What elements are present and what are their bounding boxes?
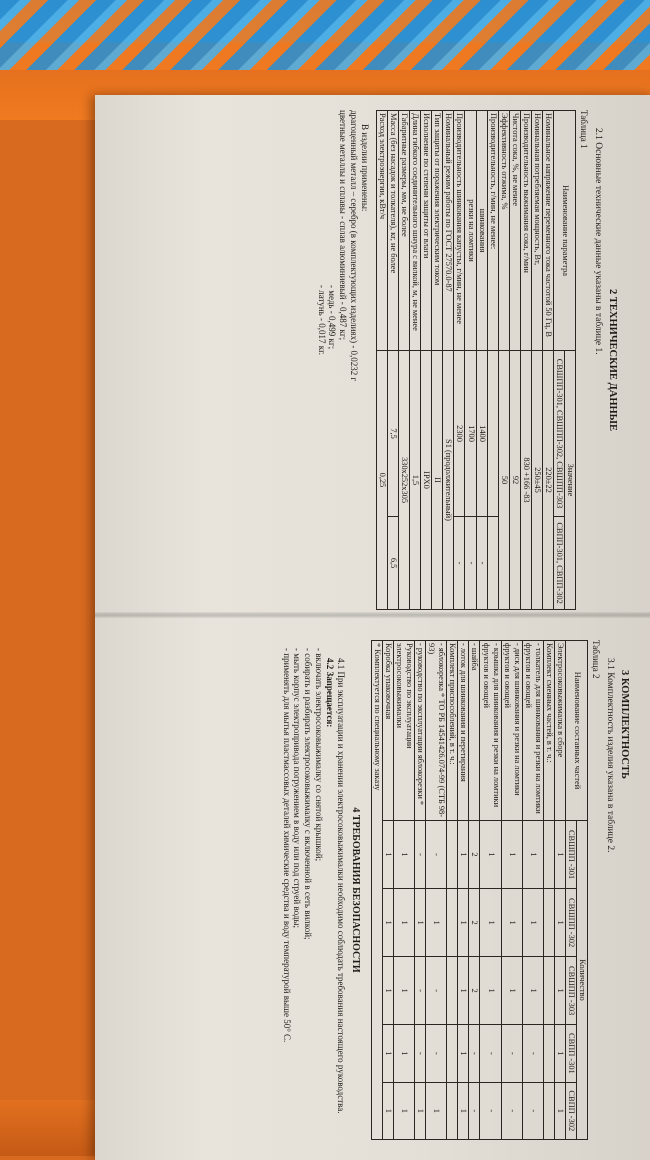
cell-quantity: 1 [382, 889, 393, 957]
table-2-header-name: Наименование составных частей [566, 641, 588, 821]
safety-item: - собирать и разбирать электросоковыжималку с включенной в сеть вилкой; [303, 648, 314, 940]
cell-quantity: 1 [458, 1082, 469, 1139]
cell-quantity: 1 [382, 1025, 393, 1082]
table-2-model: СВШПП -301 [566, 821, 577, 889]
cell-quantity: - [414, 957, 425, 1025]
table-row [382, 641, 393, 1140]
table-2-header-qty: Количество [577, 821, 588, 1140]
table-row [469, 641, 480, 1140]
note-title: В изделии применены: [359, 124, 370, 212]
table-2-label: Таблица 2 [591, 640, 602, 679]
cell-quantity: 1 [393, 1025, 414, 1082]
cell-quantity: - [522, 1025, 543, 1082]
table-row [487, 111, 498, 610]
note-line: - медь - 0,499 кг; [327, 285, 338, 350]
cell-quantity [447, 821, 458, 889]
cell-quantity: 1 [522, 889, 543, 957]
safety-item: - включать электросоковыжималку со снятой крышкой; [314, 648, 325, 862]
cell-quantity: 1 [414, 889, 425, 957]
cell-value: 92 [509, 351, 520, 610]
cell-quantity: 1 [554, 1082, 565, 1139]
safety-paragraph-2: 4.2 Запрещается: [324, 658, 335, 728]
section-4-heading: 4 ТРЕБОВАНИЯ БЕЗОПАСНОСТИ [349, 807, 361, 973]
cell-quantity: - [426, 1025, 447, 1082]
table-2 [371, 640, 589, 1140]
table-2-model: СВПП -301 [566, 1025, 577, 1082]
cell-quantity: - [469, 1025, 480, 1082]
cell-quantity: 2 [469, 957, 480, 1025]
cell-param: Чистота сока, %, не менее [509, 111, 520, 351]
cell-part-name: Коробка упаковочная [382, 641, 393, 821]
cell-quantity [447, 1025, 458, 1082]
cell-quantity: 1 [480, 821, 501, 889]
materials-note [316, 110, 370, 610]
cell-param: Исполнение по степени защиты от влаги [421, 111, 432, 351]
cell-part-name: - лоток для шинкования и перетирания [458, 641, 469, 821]
cell-param: резки на ломтики [465, 111, 476, 351]
cell-quantity: - [480, 1082, 501, 1139]
table-2-model: СВШПП -303 [566, 957, 577, 1025]
cell-value: 7,5 [387, 351, 398, 517]
section-2-intro: 2.1 Основные технические данные указаны в таблице 1. [593, 128, 604, 355]
cell-part-name: - руководство по эксплуатации яблокорезки * [414, 641, 425, 821]
cell-param: Тип защиты от поражения электрическим током [432, 111, 443, 351]
cell-quantity: - [501, 1082, 522, 1139]
cell-value: 2300 [454, 351, 465, 517]
table-row [498, 111, 509, 610]
cell-param: шинкования [476, 111, 487, 351]
table-row [376, 111, 387, 610]
cell-param: Эффективность отжима, % [498, 111, 509, 351]
section-3-intro: 3.1 Комплектность изделия указана в таблице 2. [605, 658, 616, 853]
table-row [531, 111, 542, 610]
cell-param: Габаритные размеры, мм, не более [398, 111, 409, 351]
cell-quantity: 1 [393, 1082, 414, 1139]
cell-param: Производительность выжимания сока, г/мин [520, 111, 531, 351]
table-row [542, 111, 553, 610]
cell-quantity: 1 [522, 821, 543, 889]
cell-quantity: 1 [554, 821, 565, 889]
table-row [458, 641, 469, 1140]
cell-param: Длина гибкого соединительного шнура с вилкой, м, не менее [410, 111, 421, 351]
section-3-heading: 3 КОМПЛЕКТНОСТЬ [619, 670, 630, 779]
table-row [543, 641, 554, 1140]
cell-quantity: 1 [426, 1082, 447, 1139]
table-row [393, 641, 414, 1140]
cell-quantity: 1 [393, 957, 414, 1025]
table-1-header-model-a: СВШПП-301, СВШПП-302, СВШПП-303 [554, 351, 565, 517]
cell-quantity [543, 821, 554, 889]
cell-value: IPX0 [421, 351, 432, 610]
cell-part-name: - крышка для шинкования и резки на ломтики фруктов и овощей [480, 641, 501, 821]
cell-quantity: 1 [501, 889, 522, 957]
table-row [509, 111, 520, 610]
cell-value [487, 517, 498, 610]
cell-param: Масса (без насадок и толкателя), кг, не более [387, 111, 398, 351]
cell-quantity [447, 1082, 458, 1139]
cell-value [487, 351, 498, 517]
cell-quantity: 1 [458, 1025, 469, 1082]
cell-value: - [465, 517, 476, 610]
table-row [447, 641, 458, 1140]
cell-quantity: 1 [480, 889, 501, 957]
cell-part-name: - диск для шинкования и резки на ломтики фруктов и овощей [501, 641, 522, 821]
cell-value: 0,25 [376, 351, 387, 610]
cell-value: 1400 [476, 351, 487, 517]
cell-quantity [543, 889, 554, 957]
cell-part-name: Электросоковыжималка в сборе [554, 641, 565, 821]
section-technical-data [316, 110, 618, 610]
cell-value: - [476, 517, 487, 610]
table-1-header-value: Значение [565, 351, 576, 610]
background-stripes [0, 0, 650, 70]
table-row [443, 111, 454, 610]
cell-value: 1,5 [410, 351, 421, 610]
cell-quantity: 1 [480, 957, 501, 1025]
cell-value: S1 (продолжительный) [443, 351, 454, 610]
cell-quantity: - [480, 1025, 501, 1082]
cell-param: Производительность, г/мин, не менее: [487, 111, 498, 351]
cell-param: Производительность шинкования капусты, г/мин, не менее [454, 111, 465, 351]
note-line: - латунь - 0,017 кг. [316, 285, 327, 356]
cell-quantity: - [522, 1082, 543, 1139]
cell-quantity [447, 957, 458, 1025]
cell-quantity [543, 1082, 554, 1139]
table-row [398, 111, 409, 610]
table-row [421, 111, 432, 610]
note-line: цветные металлы и сплавы - сплав алюминиевый - 0,487 кг; [338, 110, 349, 341]
table-row [554, 641, 565, 1140]
table-row [432, 111, 443, 610]
table-1-header-param: Наименование параметра [554, 111, 576, 351]
cell-quantity: 1 [554, 1025, 565, 1082]
table-row [522, 641, 543, 1140]
table-row [501, 641, 522, 1140]
cell-quantity [543, 1025, 554, 1082]
cell-quantity: 2 [469, 889, 480, 957]
page-fold [95, 612, 650, 618]
cell-quantity: 1 [554, 957, 565, 1025]
cell-value: 330x252x305 [398, 351, 409, 610]
cell-value: 250±45 [531, 351, 542, 610]
cell-value: 6,5 [387, 517, 398, 610]
note-line: драгоценный металл – серебро (в комплектующих изделиях) - 0,0232 г [349, 110, 360, 382]
cell-param: Номинальная потребляемая мощность, Вт, [531, 111, 542, 351]
cell-quantity: 1 [458, 821, 469, 889]
cell-part-name: - яблокорезка * ТО РБ 14541426.074-99 (СТБ 98-93) [426, 641, 447, 821]
cell-quantity: 1 [501, 821, 522, 889]
cell-part-name: - толкатель для шинкования и резки на ломтики фруктов и овощей [522, 641, 543, 821]
table-row [465, 111, 476, 610]
cell-value: II [432, 351, 443, 610]
cell-value: 830 +166 -83 [520, 351, 531, 610]
table-row [426, 641, 447, 1140]
cell-quantity: 1 [554, 889, 565, 957]
cell-quantity: 1 [522, 957, 543, 1025]
table-1 [376, 110, 576, 610]
cell-quantity: 1 [382, 957, 393, 1025]
cell-quantity: 1 [426, 889, 447, 957]
cell-part-name: Комплект приспособлений, в т. ч.: [447, 641, 458, 821]
cell-part-name: * Комплектуется по специальному заказу [371, 641, 382, 1140]
table-row [414, 641, 425, 1140]
table-row [410, 111, 421, 610]
cell-quantity: - [414, 821, 425, 889]
section-2-heading: 2 ТЕХНИЧЕСКИЕ ДАННЫЕ [607, 289, 618, 431]
cell-param: Расход электроэнергии, кВт/ч [376, 111, 387, 351]
table-row [476, 111, 487, 610]
cell-quantity: - [469, 1082, 480, 1139]
cell-param: Номинальное напряжение переменного тока частотой 50 Гц, В [542, 111, 553, 351]
cell-quantity [447, 889, 458, 957]
cell-value: 1700 [465, 351, 476, 517]
section-completeness [281, 640, 630, 1140]
cell-quantity [543, 957, 554, 1025]
cell-quantity: - [414, 1025, 425, 1082]
cell-param: Номинальный режим работы по ГОСТ 27570.0-87 [443, 111, 454, 351]
cell-part-name: Комплект сменных частей, в т. ч.: [543, 641, 554, 821]
cell-quantity: - [426, 821, 447, 889]
table-row [520, 111, 531, 610]
cell-value: 50 [498, 351, 509, 610]
cell-part-name: - шайба [469, 641, 480, 821]
cell-quantity: 1 [414, 1082, 425, 1139]
safety-item: - мыть корпус электропривода погружением в воду или под струей воды; [292, 648, 303, 928]
cell-quantity: 1 [393, 821, 414, 889]
cell-quantity: 1 [501, 957, 522, 1025]
cell-quantity: 1 [382, 821, 393, 889]
cell-quantity: 1 [458, 889, 469, 957]
cell-quantity: - [501, 1025, 522, 1082]
table-1-label: Таблица 1 [579, 110, 590, 149]
table-2-model: СВПП -302 [566, 1082, 577, 1139]
table-row [454, 111, 465, 610]
cell-quantity: 1 [382, 1082, 393, 1139]
cell-value: 220±22 [542, 351, 553, 610]
table-row [387, 111, 398, 610]
table-1-header-model-b: СВПП-301, СВПП-302 [554, 517, 565, 610]
safety-paragraph-1: 4.1 При эксплуатации и хранении электросоковыжималки необходимо соблюдать требования настоящего руководства. [335, 658, 346, 1114]
safety-item: - применять для мытья пластмассовых деталей химические средства и воду температурой выше 50° С. [281, 648, 292, 1043]
cell-value: - [454, 517, 465, 610]
table-2-model: СВШПП -302 [566, 889, 577, 957]
cell-quantity: 2 [469, 821, 480, 889]
table-row [371, 641, 382, 1140]
table-row [480, 641, 501, 1140]
cell-part-name: Руководство по эксплуатации электросоковыжималки [393, 641, 414, 821]
cell-quantity: 1 [458, 957, 469, 1025]
cell-quantity: - [426, 957, 447, 1025]
cell-quantity: 1 [393, 889, 414, 957]
